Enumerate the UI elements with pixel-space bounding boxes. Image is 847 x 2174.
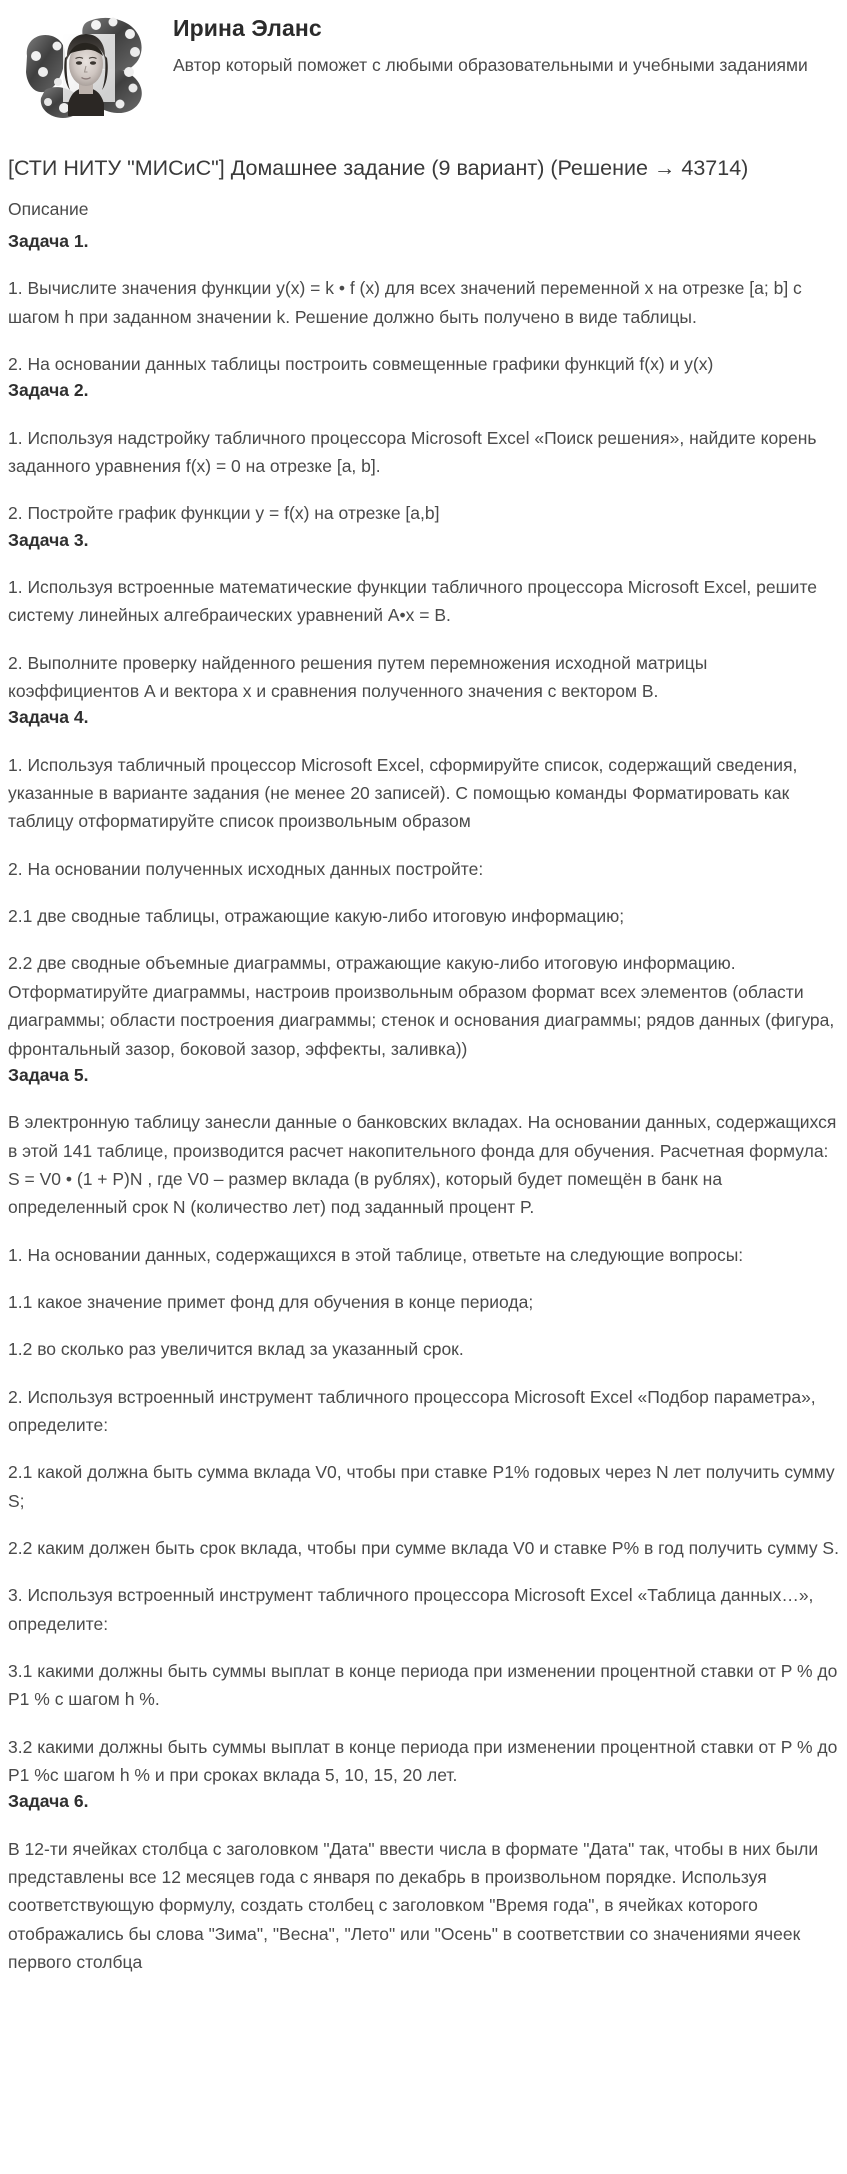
task-paragraph: 1. Используя табличный процессор Microsoft Excel, сформируйте список, содержащий сведения, указанные в варианте задания (не менее 20 записей). С помощью команды Форматировать как таблицу отформатируйте список произвольным образом xyxy=(8,754,798,832)
avatar[interactable] xyxy=(21,12,161,122)
task-block-3 xyxy=(8,528,839,706)
task-paragraph: В электронную таблицу занесли данные о банковских вкладах. На основании данных, содержащихся в этой 141 таблице, производится расчет накопительного фонда для обучения. Расчетная формула: S = V0 • (1 + P)N , где V0 – размер вклада (в рублях), который будет помещён в банк на определенный срок N (количество лет) под заданный процент P. xyxy=(8,1112,837,1218)
task-heading: Задача 5. xyxy=(8,1064,89,1085)
task-heading: Задача 1. xyxy=(8,230,89,251)
task-block-5 xyxy=(8,1063,839,1790)
author-header xyxy=(8,10,839,122)
task-heading: Задача 3. xyxy=(8,529,89,550)
task-paragraph: 2.1 какой должна быть сумма вклада V0, чтобы при ставке P1% годовых через N лет получить сумму S; xyxy=(8,1462,835,1511)
task-paragraph: 2. Постройте график функции y = f(x) на отрезке [a,b] xyxy=(8,503,440,524)
task-heading: Задача 4. xyxy=(8,707,89,728)
task-paragraph: 1. Вычислите значения функции y(x) = k • f (x) для всех значений переменной x на отрезке [a; b] с шагом h при заданном значении k. Решение должно быть получено в виде таблицы. xyxy=(8,278,802,327)
author-tagline: Автор который поможет с любыми образовательными и учебными заданиями xyxy=(173,54,808,75)
task-paragraph: В 12-ти ячейках столбца с заголовком "Дата" ввести числа в формате "Дата" так, чтобы в них были представлены все 12 месяцев года с января по декабрь в произвольном порядке. Используя соответствующую формулу, создать столбец с заголовком "Время года", в ячейках которого отображались бы слова "Зима", "Весна", "Лето" или "Осень" в соответствии со значениями ячеек первого столбца xyxy=(8,1838,819,1973)
avatar-photo-icon xyxy=(21,12,161,122)
task-paragraph: 2. Используя встроенный инструмент табличного процессора Microsoft Excel «Подбор параметра», определите: xyxy=(8,1386,816,1435)
task-paragraph: 1. На основании данных, содержащихся в этой таблице, ответьте на следующие вопросы: xyxy=(8,1244,744,1265)
task-paragraph: 1.2 во сколько раз увеличится вклад за указанный срок. xyxy=(8,1339,464,1360)
task-block-4 xyxy=(8,705,839,1062)
task-paragraph: 2. На основании данных таблицы построить совмещенные графики функций f(x) и y(x) xyxy=(8,353,714,374)
task-paragraph: 1. Используя встроенные математические функции табличного процессора Microsoft Excel, решите систему линейных алгебраических уравнений A•x = B. xyxy=(8,577,817,626)
task-heading: Задача 6. xyxy=(8,1791,89,1812)
author-name: Ирина Эланс xyxy=(173,15,322,41)
document-body xyxy=(8,154,839,1977)
author-meta xyxy=(173,10,839,78)
task-paragraph: 2.2 две сводные объемные диаграммы, отражающие какую-либо итоговую информацию. Отформатируйте диаграммы, настроив произвольным образом формат всех элементов (области диаграммы; области построения диаграммы; стенок и основания диаграммы; рядов данных (фигура, фронтальный зазор, боковой зазор, эффекты, заливка)) xyxy=(8,953,835,1059)
task-paragraph: 2. На основании полученных исходных данных постройте: xyxy=(8,858,484,879)
task-paragraph: 3. Используя встроенный инструмент табличного процессора Microsoft Excel «Таблица данных…», определите: xyxy=(8,1585,814,1634)
task-paragraph: 2.1 две сводные таблицы, отражающие какую-либо итоговую информацию; xyxy=(8,906,625,927)
task-paragraph: 2.2 каким должен быть срок вклада, чтобы при сумме вклада V0 и ставке P% в год получить сумму S. xyxy=(8,1538,839,1559)
task-paragraph: 2. Выполните проверку найденного решения путем перемножения исходной матрицы коэффициентов A и вектора x и сравнения полученного значения с вектором B. xyxy=(8,652,708,702)
page-title: [СТИ НИТУ "МИСиС"] Домашнее задание (9 вариант) (Решение → 43714) xyxy=(8,156,749,180)
task-paragraph: 3.2 какими должны быть суммы выплат в конце периода при изменении процентной ставки от P % до P1 %c шагом h % и при сроках вклада 5, 10, 15, 20 лет. xyxy=(8,1736,838,1786)
task-paragraph: 3.1 какими должны быть суммы выплат в конце периода при изменении процентной ставки от P % до P1 % с шагом h %. xyxy=(8,1661,838,1710)
task-paragraph: 1.1 какое значение примет фонд для обучения в конце периода; xyxy=(8,1291,534,1312)
task-block-1 xyxy=(8,229,839,378)
task-block-6 xyxy=(8,1789,839,1976)
task-heading: Задача 2. xyxy=(8,380,89,401)
description-label: Описание xyxy=(8,199,89,220)
task-paragraph: 1. Используя надстройку табличного процессора Microsoft Excel «Поиск решения», найдите корень заданного уравнения f(x) = 0 на отрезке [a, b]. xyxy=(8,427,817,476)
task-block-2 xyxy=(8,378,839,527)
avatar-container xyxy=(8,10,173,122)
